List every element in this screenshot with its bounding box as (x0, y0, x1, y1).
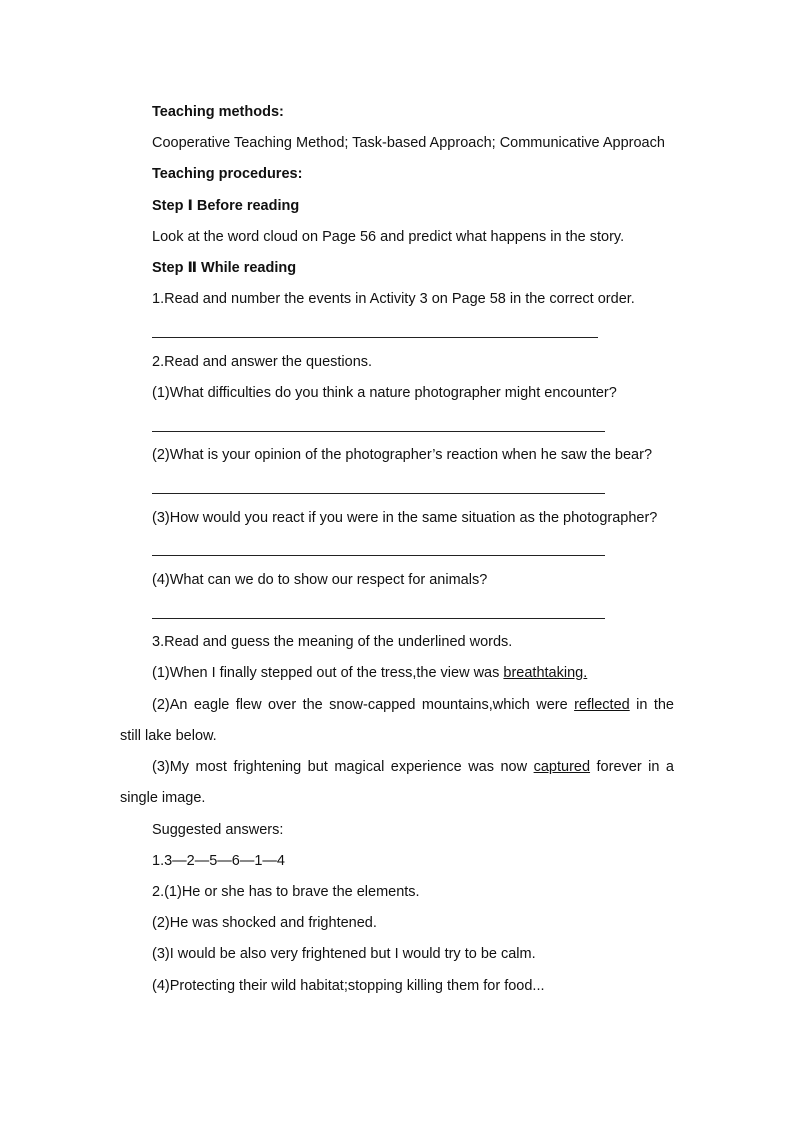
sentence-2-before: (2)An eagle flew over the snow-capped mountains,which were (152, 697, 575, 713)
methods-text: Cooperative Teaching Method; Task-based Approach; Communicative Approach (152, 135, 665, 151)
task2-text: 2.Read and answer the questions. (152, 354, 373, 370)
answer-line-task1 (152, 337, 598, 338)
task3-text: 3.Read and guess the meaning of the underlined words. (152, 634, 513, 650)
answer-line-q4 (152, 618, 605, 619)
step1-heading: Step Ⅰ Before reading (152, 198, 300, 214)
sentence-2-continued: still lake below. (120, 728, 217, 744)
underlined-word-2: reflected (574, 697, 630, 713)
question-4: (4)What can we do to show our respect for animals? (152, 572, 488, 588)
underlined-word-1: breathtaking. (503, 665, 588, 681)
answer-3: (2)He was shocked and frightened. (152, 915, 377, 931)
task1-text: 1.Read and number the events in Activity 3 on Page 58 in the correct order. (152, 291, 635, 307)
answer-4: (3)I would be also very frightened but I would try to be calm. (152, 946, 536, 962)
question-2: (2)What is your opinion of the photographer’s reaction when he saw the bear? (152, 447, 653, 463)
answer-line-q2 (152, 493, 605, 494)
step1-text: Look at the word cloud on Page 56 and predict what happens in the story. (152, 229, 625, 245)
sentence-1 (152, 664, 587, 682)
answers-heading: Suggested answers: (152, 822, 284, 838)
sentence-1-before: (1)When I finally stepped out of the tress,the view was (152, 665, 504, 681)
sentence-2-after: in the (629, 697, 674, 713)
underlined-word-3: captured (533, 759, 591, 775)
answer-line-q1 (152, 431, 605, 432)
sentence-3-before: (3)My most frightening but magical experience was now (152, 759, 534, 775)
answer-line-q3 (152, 555, 605, 556)
question-1: (1)What difficulties do you think a nature photographer might encounter? (152, 385, 617, 401)
answer-1: 1.3—2—5—6—1—4 (152, 853, 285, 869)
sentence-3-after: forever in a (590, 759, 674, 775)
methods-heading: Teaching methods: (152, 104, 284, 120)
answer-2: 2.(1)He or she has to brave the elements. (152, 884, 420, 900)
procedures-heading: Teaching procedures: (152, 166, 303, 182)
step2-heading: Step Ⅱ While reading (152, 260, 297, 276)
question-3: (3)How would you react if you were in the same situation as the photographer? (152, 510, 658, 526)
sentence-2 (152, 696, 674, 714)
answer-5: (4)Protecting their wild habitat;stopping killing them for food... (152, 978, 545, 994)
sentence-3-continued: single image. (120, 790, 206, 806)
sentence-3 (152, 758, 674, 776)
